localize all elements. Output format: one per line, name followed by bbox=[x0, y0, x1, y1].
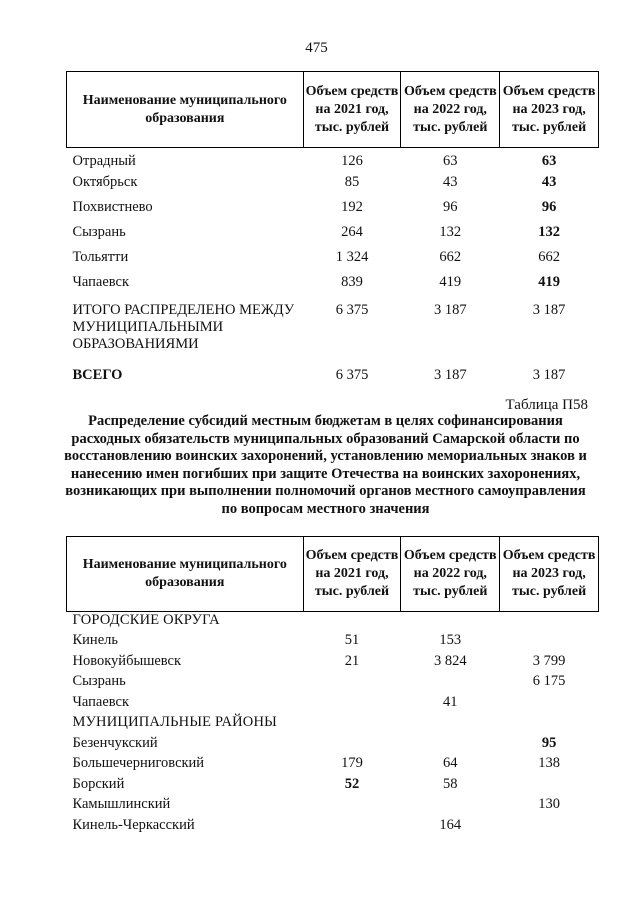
table-header-row bbox=[67, 72, 599, 148]
row-value-2023: 3 187 bbox=[532, 366, 566, 383]
section-heading-row bbox=[67, 714, 599, 735]
row-value-2023: 662 bbox=[538, 248, 560, 265]
row-name: Новокуйбышевск bbox=[72, 652, 182, 669]
section-heading: ГОРОДСКИЕ ОКРУГА bbox=[72, 612, 220, 628]
row-value-2021: 839 bbox=[341, 273, 363, 290]
row-name: Большечерниговский bbox=[72, 755, 205, 771]
row-value-2021 bbox=[303, 673, 401, 694]
row-value-2022: 58 bbox=[443, 775, 458, 792]
row-value-2023: 132 bbox=[538, 223, 560, 240]
row-name: Сызрань bbox=[72, 223, 126, 240]
table-row bbox=[67, 632, 599, 653]
header-2021: Объем средств на 2021 год, тыс. рублей bbox=[303, 537, 401, 612]
row-value-2022: 164 bbox=[439, 816, 462, 833]
row-value-2022: 132 bbox=[439, 223, 462, 240]
row-value-2023: 130 bbox=[538, 796, 560, 812]
table-row bbox=[67, 673, 599, 694]
table-row bbox=[67, 796, 599, 817]
table-row bbox=[67, 817, 599, 838]
row-value-2023: 6 175 bbox=[532, 673, 566, 689]
header-2021: Объем средств на 2021 год, тыс. рублей bbox=[303, 72, 401, 148]
page-number: 475 bbox=[305, 40, 328, 56]
row-value-2022: 662 bbox=[439, 248, 462, 265]
row-name: Кинель bbox=[72, 632, 118, 648]
row-value-2021 bbox=[303, 817, 401, 838]
row-value-2021: 6 375 bbox=[335, 301, 369, 318]
row-value-2021: 85 bbox=[344, 173, 360, 190]
header-2023: Объем средств на 2023 год, тыс. рублей bbox=[500, 537, 599, 612]
row-name: Тольятти bbox=[72, 248, 129, 265]
table-row bbox=[67, 755, 599, 776]
row-value-2022: 96 bbox=[443, 198, 458, 215]
row-value-2022: 43 bbox=[443, 173, 458, 190]
row-value-2022: 63 bbox=[443, 153, 458, 169]
allocation-table-2 bbox=[66, 536, 599, 837]
row-value-2022: 64 bbox=[443, 755, 458, 771]
header-2022: Объем средств на 2022 год, тыс. рублей bbox=[401, 72, 500, 148]
row-value-2021: 264 bbox=[341, 223, 363, 240]
row-value-2022: 153 bbox=[439, 632, 462, 648]
row-value-2022: 41 bbox=[443, 693, 458, 710]
table-row bbox=[67, 274, 599, 299]
row-name: Отрадный bbox=[72, 153, 136, 169]
row-value-2021: 21 bbox=[344, 652, 360, 669]
row-name: Кинель-Черкасский bbox=[72, 816, 195, 833]
table-row bbox=[67, 694, 599, 715]
row-value-2022: 3 187 bbox=[433, 301, 467, 318]
header-municipality: Наименование муниципального образования bbox=[67, 537, 304, 612]
row-name: ИТОГО РАСПРЕДЕЛЕНО МЕЖДУ МУНИЦИПАЛЬНЫМИ ОБРАЗОВАНИЯМИ bbox=[72, 301, 295, 352]
row-name: ВСЕГО bbox=[72, 366, 123, 383]
row-name: Борский bbox=[72, 775, 125, 792]
row-value-2023: 3 187 bbox=[532, 301, 566, 318]
table-row bbox=[67, 148, 599, 174]
row-value-2021: 1 324 bbox=[335, 248, 369, 265]
row-value-2023: 138 bbox=[538, 755, 560, 771]
row-name: Безенчукский bbox=[72, 734, 158, 751]
row-name: Похвистнево bbox=[72, 198, 153, 215]
header-2023: Объем средств на 2023 год, тыс. рублей bbox=[500, 72, 599, 148]
table-row bbox=[67, 249, 599, 274]
row-value-2022 bbox=[401, 735, 500, 756]
row-value-2021 bbox=[303, 735, 401, 756]
table-row bbox=[67, 199, 599, 224]
row-value-2023: 95 bbox=[541, 734, 557, 751]
table-row bbox=[67, 735, 599, 756]
row-value-2023 bbox=[500, 776, 599, 797]
row-value-2023 bbox=[500, 817, 599, 838]
row-value-2023 bbox=[500, 694, 599, 715]
row-value-2022: 419 bbox=[439, 273, 462, 290]
row-value-2021: 52 bbox=[344, 775, 360, 792]
section-heading: МУНИЦИПАЛЬНЫЕ РАЙОНЫ bbox=[72, 714, 277, 730]
row-value-2021: 192 bbox=[341, 198, 363, 215]
row-name: Чапаевск bbox=[72, 273, 130, 290]
table-label: Таблица П58 bbox=[505, 397, 588, 413]
table-row bbox=[67, 224, 599, 249]
table-title: Распределение субсидий местным бюджетам в целях софинансирования расходных обязательств муниципальных образований Самарской области по восстановлению воинских захоронений, установлению мемориальных знаков и нанесению имен погибших при защите Отечества на воинских захоронениях, возникающих при выполнении полномочий органов местного самоуправления по вопросам местного значения bbox=[64, 413, 587, 517]
allocation-table-1 bbox=[66, 71, 599, 392]
row-value-2023: 96 bbox=[541, 198, 557, 215]
table-row-total bbox=[67, 367, 599, 392]
row-name: Октябрьск bbox=[72, 173, 138, 190]
row-value-2023: 419 bbox=[538, 273, 560, 290]
row-value-2022: 3 824 bbox=[433, 652, 467, 669]
table-row bbox=[67, 653, 599, 674]
row-name: Камышлинский bbox=[72, 796, 171, 812]
row-value-2021 bbox=[303, 796, 401, 817]
table-row bbox=[67, 776, 599, 797]
row-value-2021 bbox=[303, 694, 401, 715]
row-value-2023 bbox=[500, 632, 599, 653]
row-value-2022 bbox=[401, 673, 500, 694]
row-value-2023: 3 799 bbox=[532, 652, 566, 669]
row-value-2021: 6 375 bbox=[335, 366, 369, 383]
table-row-subtotal bbox=[67, 299, 599, 367]
row-value-2021: 51 bbox=[344, 632, 360, 648]
row-value-2023: 63 bbox=[541, 153, 557, 169]
row-name: Чапаевск bbox=[72, 693, 130, 710]
row-name: Сызрань bbox=[72, 673, 126, 689]
row-value-2021: 126 bbox=[341, 153, 363, 169]
row-value-2022 bbox=[401, 796, 500, 817]
header-municipality: Наименование муниципального образования bbox=[67, 72, 304, 148]
section-heading-row bbox=[67, 612, 599, 633]
row-value-2022: 3 187 bbox=[433, 366, 467, 383]
table-row bbox=[67, 174, 599, 199]
header-2022: Объем средств на 2022 год, тыс. рублей bbox=[401, 537, 500, 612]
table-header-row bbox=[67, 537, 599, 612]
row-value-2021: 179 bbox=[341, 755, 363, 771]
row-value-2023: 43 bbox=[541, 173, 557, 190]
